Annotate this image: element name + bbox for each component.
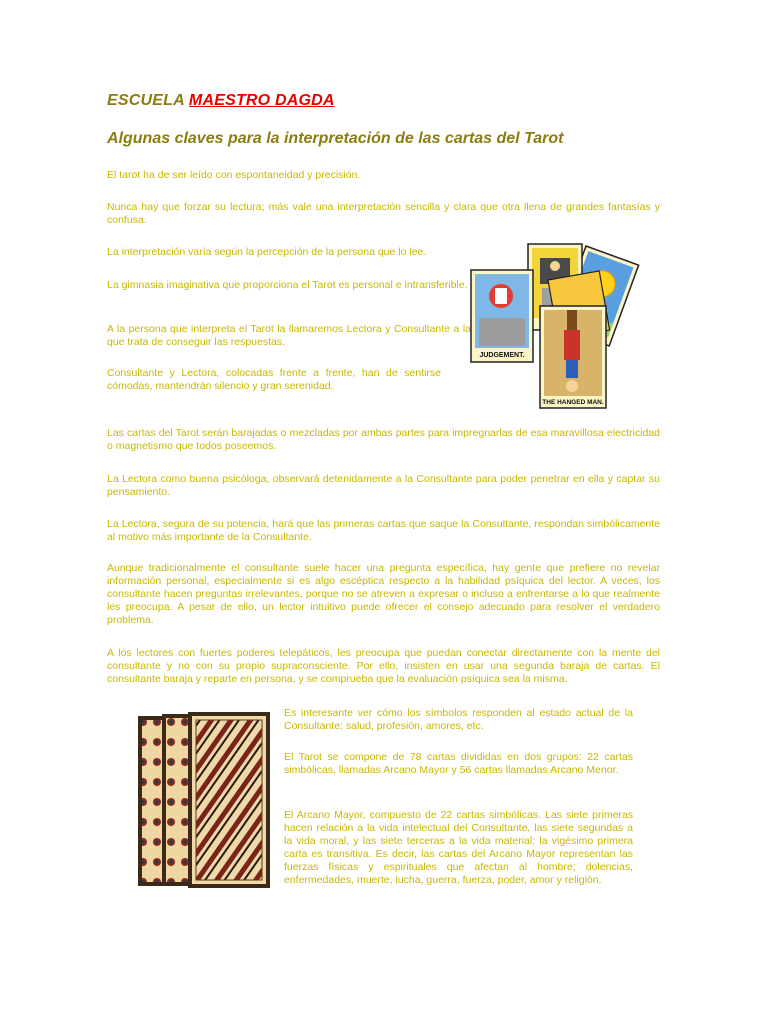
page-title: Algunas claves para la interpretación de las cartas del Tarot — [107, 130, 564, 147]
paragraph-14: El Arcano Mayor, compuesto de 22 cartas simbólicas. Las siete primeras hacen relación a la vida intelectual del Consultante, las siete segundas a la vida moral, y las siete terceras a la vida material; la vigésimo primera carta es transitiva. Es decir, las cartas del Arcano Mayor representan las fuerzas físicas y espirituales que afectan al hombre; dolencias, enfermedades, muerte, lucha, guerra, fuerza, poder, amor y religión. — [284, 809, 633, 886]
paragraph-1: El tarot ha de ser leído con espontaneidad y precisión. — [107, 169, 361, 181]
paragraph-9: La Lectora, segura de su potencia, hará que las primeras cartas que saque la Consultante, respondan simbólicamente al motivo más importante de la Consultante. — [107, 518, 660, 543]
paragraph-6: Consultante y Lectora, colocadas frente a frente, han de sentirse cómodas, mantendrán silencio y gran serenidad. — [107, 367, 441, 392]
school-label: ESCUELA — [107, 92, 185, 109]
card-backs-image — [136, 712, 272, 888]
paragraph-4: La gimnasia imaginativa que proporciona el Tarot es personal e intransferible. — [107, 279, 468, 291]
hanged-man-card — [540, 306, 606, 408]
tarot-cards-image — [468, 240, 668, 410]
paragraph-12: Es interesante ver cómo los símbolos responden al estado actual de la Consultante: salud, profesión, amores, etc. — [284, 707, 633, 732]
paragraph-5: A la persona que interpreta el Tarot la llamaremos Lectora y Consultante a la que trata de conseguir las respuestas. — [107, 323, 471, 348]
paragraph-2: Nunca hay que forzar su lectura; más vale una interpretación sencilla y clara que otra llena de grandes fantasías y confusa. — [107, 201, 660, 226]
paragraph-10: Aunque tradicionalmente el consultante suele hacer una pregunta específica, hay gente que prefiere no revelar información personal, especialmente si es algo escéptica respecto a la habilidad psíquica del lector. A veces, los consultante hacen preguntas irrelevantes, porque no se atreven a expresar o incluso a enfrentarse a lo que realmente les preocupa. A pesar de ello, un lector intuitivo puede ofrecer el consejo adecuado para resolver el verdadero problema. — [107, 562, 660, 626]
paragraph-8: La Lectora como buena psicóloga, observará detenidamente a la Consultante para poder penetrar en ella y captar su pensamiento. — [107, 473, 660, 498]
judgement-card — [471, 270, 533, 362]
school-heading — [107, 92, 335, 110]
judgement-card-label: JUDGEMENT. — [479, 352, 525, 359]
card-back-front — [188, 712, 270, 888]
paragraph-11: A los lectores con fuertes poderes telepáticos, les preocupa que puedan conectar directamente con la mente del consultante y no con su propio supraconsciente. Por ello, insisten en usar una segunda baraja de cartas. El consultante baraja y reparte en persona, y se comprueba que la evaluación psíquica sea la misma. — [107, 647, 660, 685]
hanged-man-card-label: THE HANGED MAN. — [542, 399, 604, 406]
paragraph-7: Las cartas del Tarot serán barajadas o mezcladas por ambas partes para impregnarlas de esa maravillosa electricidad o magnetismo que todos poseemos. — [107, 427, 660, 452]
paragraph-13: El Tarot se compone de 78 cartas divididas en dos grupos: 22 cartas simbólicas, llamadas Arcano Mayor y 56 cartas llamadas Arcano Menor. — [284, 751, 633, 776]
maestro-dagda-link[interactable]: MAESTRO DAGDA — [188, 92, 335, 109]
paragraph-3: La interpretación varía según la percepción de la persona que lo lee. — [107, 246, 427, 258]
